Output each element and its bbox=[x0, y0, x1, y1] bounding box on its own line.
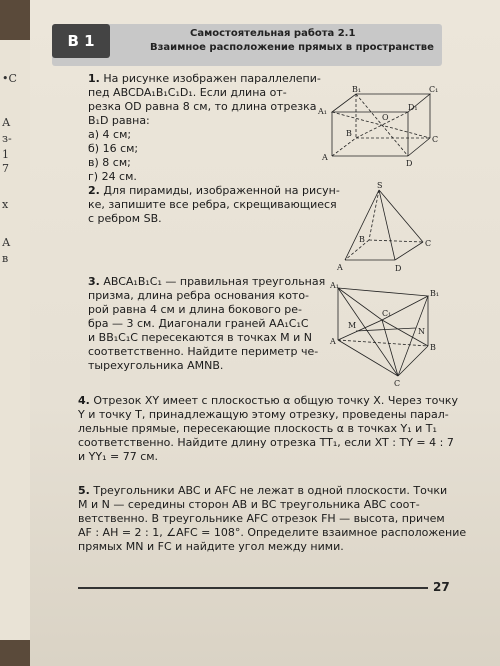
label-B1: B₁ bbox=[430, 289, 440, 298]
header-title: Самостоятельная работа 2.1 bbox=[190, 28, 356, 39]
task-2 bbox=[88, 184, 340, 226]
task-line: тырехугольника AMNB. bbox=[88, 359, 224, 372]
label-A: A bbox=[330, 337, 336, 346]
label-B: B bbox=[430, 343, 436, 352]
label-D: D bbox=[395, 264, 402, 273]
answer-option: б) 16 см; bbox=[88, 142, 139, 155]
label-A1: A₁ bbox=[318, 107, 327, 116]
task-line: рой равна 4 см и длина бокового ре- bbox=[88, 303, 303, 316]
answer-option: в) 8 см; bbox=[88, 156, 131, 169]
label-S: S bbox=[377, 182, 383, 190]
left-fragment: •С bbox=[2, 72, 17, 85]
left-fragment: х bbox=[2, 198, 9, 211]
left-fragment: з- bbox=[2, 132, 12, 145]
task-line: и BB₁C₁C пересекаются в точках M и N bbox=[88, 331, 313, 344]
task-number: 5. bbox=[78, 484, 90, 497]
page-number: 27 bbox=[433, 580, 450, 594]
pyramid-figure bbox=[335, 182, 435, 277]
adjacent-page-edge bbox=[0, 40, 30, 640]
task-line: M и N — середины сторон AB и BC треугольника ABC соот- bbox=[78, 498, 420, 511]
label-C1: C₁ bbox=[382, 309, 392, 318]
task-line: Треугольники ABC и AFC не лежат в одной плоскости. Точки bbox=[93, 484, 448, 497]
task-line: призма, длина ребра основания кото- bbox=[88, 289, 310, 302]
variant-badge: В 1 bbox=[52, 24, 110, 58]
label-O: O bbox=[382, 113, 389, 122]
task-line: прямых MN и FC и найдите угол между ними. bbox=[78, 540, 344, 553]
label-C1: C₁ bbox=[429, 85, 439, 94]
label-C: C bbox=[425, 239, 432, 248]
label-D: D bbox=[406, 159, 413, 168]
task-line: резка OD равна 8 см, то длина отрезка bbox=[88, 100, 317, 113]
task-line: с ребром SB. bbox=[88, 212, 162, 225]
task-line: ветственно. В треугольнике AFC отрезок FH — высота, причем bbox=[78, 512, 445, 525]
label-A: A bbox=[337, 263, 343, 272]
parallelepiped-figure bbox=[312, 84, 442, 174]
left-fragment: 1 bbox=[2, 148, 9, 161]
footer-rule bbox=[78, 587, 428, 589]
task-line: Отрезок XY имеет с плоскостью α общую точку X. Через точку bbox=[93, 394, 459, 407]
task-line: Y и точку T, принадлежащую этому отрезку, проведены парал- bbox=[78, 408, 449, 421]
task-line: AF : AH = 2 : 1, ∠AFC = 108°. Определите взаимное расположение bbox=[78, 526, 467, 539]
task-number: 3. bbox=[88, 275, 100, 288]
task-4 bbox=[78, 394, 458, 464]
task-line: Для пирамиды, изображенной на рисун- bbox=[103, 184, 340, 197]
label-B: B bbox=[346, 129, 352, 138]
label-D1: D₁ bbox=[408, 103, 418, 112]
task-number: 4. bbox=[78, 394, 90, 407]
label-C: C bbox=[394, 379, 401, 388]
task-line: На рисунке изображен параллелепи- bbox=[103, 72, 321, 85]
left-fragment: в bbox=[2, 252, 9, 265]
task-number: 1. bbox=[88, 72, 100, 85]
task-line: ке, запишите все ребра, скрещивающиеся bbox=[88, 198, 337, 211]
task-line: пед ABCDA₁B₁C₁D₁. Если длина от- bbox=[88, 86, 287, 99]
task-3 bbox=[88, 275, 325, 373]
left-fragment: 7 bbox=[2, 162, 9, 175]
task-1 bbox=[88, 72, 321, 184]
label-C: C bbox=[432, 135, 439, 144]
label-B: B bbox=[359, 235, 365, 244]
task-line: бра — 3 см. Диагонали граней AA₁C₁C bbox=[88, 317, 309, 330]
label-B1: B₁ bbox=[352, 85, 362, 94]
task-5 bbox=[78, 484, 466, 554]
task-line: и YY₁ = 77 см. bbox=[78, 450, 159, 463]
task-line: ABCA₁B₁C₁ — правильная треугольная bbox=[103, 275, 326, 288]
label-A1: A₁ bbox=[330, 281, 339, 290]
left-fragment: А bbox=[2, 116, 11, 129]
task-line: соответственно. Найдите длину отрезка TT₁, если XT : TY = 4 : 7 bbox=[78, 436, 454, 449]
label-A: A bbox=[322, 153, 328, 162]
header-subtitle: Взаимное расположение прямых в пространстве bbox=[150, 42, 434, 53]
task-line: B₁D равна: bbox=[88, 114, 150, 127]
left-fragment: А bbox=[2, 236, 11, 249]
label-M: M bbox=[348, 321, 357, 330]
prism-figure bbox=[328, 280, 448, 390]
answer-option: а) 4 см; bbox=[88, 128, 132, 141]
answer-option: г) 24 см. bbox=[88, 170, 137, 183]
label-N: N bbox=[418, 327, 425, 336]
task-line: соответственно. Найдите периметр че- bbox=[88, 345, 319, 358]
task-number: 2. bbox=[88, 184, 100, 197]
task-line: лельные прямые, пересекающие плоскость α в точках Y₁ и T₁ bbox=[78, 422, 437, 435]
